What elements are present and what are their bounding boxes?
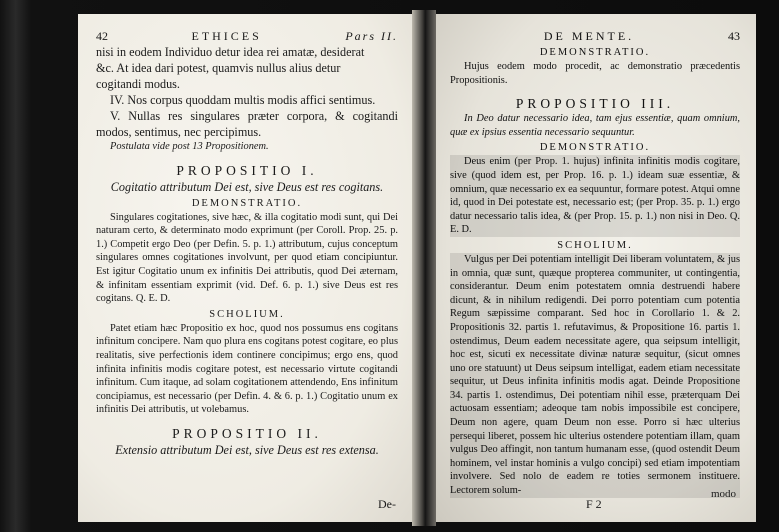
left-item-iv: IV. Nos corpus quoddam multis modis affici sentimus. (110, 93, 376, 107)
right-demo-heading: DEMONSTRATIO. (539, 47, 651, 58)
left-prop2-heading: PROPOSITIO II. (172, 425, 322, 441)
right-running-title: DE MENTE. (543, 29, 635, 43)
left-scholium-text: Patet etiam hæc Propositio ex hoc, quod nos possumus ens cogitans infinitum concipere. Nam quo plura ens cogitans potest cogitare, eo plus realitatis, sive perfectionis idem continere concipimus; ergo ens, quod infinita infinitis modis cogitare potest, est necessario virtute cogitandi infinitum. Cum itaque, ad solam cogitationem attendendo, Ens infinitum concipiamus, est necessario (per Defin. 4. & 6. p. 1.) Cogitatio unum ex infinitis Dei attributis, ut volebamus. (96, 322, 398, 416)
left-postulata-note: Postulata vide post 13 Propositionem. (110, 141, 269, 152)
left-intro-line-1: nisi in eodem Individuo detur idea rei amatæ, desiderat (96, 45, 365, 59)
left-page (78, 14, 412, 522)
right-running-head (450, 28, 740, 44)
left-item-v: V. Nullas res singulares præter corpora, & cogitandi modos, sentimus, nec percipimus. (96, 109, 398, 139)
left-prop2-statement: Extensio attributum Dei est, sive Deus est res extensa. (115, 442, 379, 457)
right-scholium-text: Vulgus per Dei potentiam intelligit Dei liberam voluntatem, & jus in omnia, quæ sunt, quæque propterea communiter, ut contingentia, considerantur. Deum enim potestatem omnia destruendi habere dicunt, & in nihilum redigendi. Dei porro potentiam cum potentia Regum sæpissime comparant. Sed hoc in Corollario 1. & 2. Propositionis 32. partis 1. refutavimus, & Propositione 16. partis 1. ostendimus, Deum eadem necessitate agere, qua seipsum intelligit, hoc est, sicuti ex necessitate divinæ naturæ sequitur, (sicut omnes uno ore statuunt) ut Deus seipsum intelligat, eadem etiam necessitate sequitur, ut Deus infinita infinitis modis agat. Deinde Propositione 34. partis 1. ostendimus, Dei potentiam nihil esse, præterquam Dei actuosam essentiam; adeoque tam nobis impossibile est concipere, Deum non agere, quam Deum non esse. Porro si hæc ulterius persequi liberet, possem hic ulterius ostendere potentiam illam, quam vulgus Deo affingit, non tantum humanam esse, (quod ostendit Deum hominem, vel instar hominis a vulgo concipi) sed etiam impotentiam involvere. Sed nolo de eadem re toties sermonem instituere. Lectorem solum- (450, 253, 740, 497)
left-catchword: De- (378, 497, 396, 511)
left-running-title: ETHICES (191, 29, 262, 43)
left-running-head (96, 28, 398, 44)
right-demo2-heading: DEMONSTRATIO. (539, 142, 651, 154)
right-catchword: modo (710, 488, 736, 500)
left-intro-line-3: cogitandi modus. (96, 77, 180, 91)
right-page (436, 14, 756, 522)
left-part-label: Pars II. (345, 29, 398, 43)
left-page-number: 42 (96, 29, 108, 43)
left-prop1-statement: Cogitatio attributum Dei est, sive Deus est res cogitans. (110, 179, 384, 194)
left-demo-heading: DEMONSTRATIO. (191, 197, 303, 209)
right-demo2-text: Deus enim (per Prop. 1. hujus) infinita infinitis modis cogitare, sive (quod idem est, per Prop. 16. p. 1.) ideam suæ essentiæ, & omnium, quæ necessario ex ea sequuntur, formare potest. Atqui omne id, quod in Dei potestate est, necessario est; (per Prop. 35. p. 1.) ergo datur necessario talis idea, & (per Prop. 15. p. 1.) non nisi in Deo. Q. E. D. (450, 156, 740, 236)
right-page-number: 43 (727, 29, 740, 43)
right-demo-text: Hujus eodem modo procedit, ac demonstratio præcedentis Propositionis. (450, 61, 740, 86)
left-scholium-heading: SCHOLIUM. (209, 308, 285, 320)
left-intro-line-2: &c. At idea dari potest, quamvis nullus alius detur (96, 61, 341, 75)
book-gutter (412, 10, 436, 526)
right-prop3-heading: PROPOSITIO III. (515, 96, 675, 112)
right-scholium-heading: SCHOLIUM. (557, 239, 633, 251)
right-signature: F 2 (586, 497, 602, 511)
left-demo-text: Singulares cogitationes, sive hæc, & illa cogitatio modi sunt, qui Dei naturam certo, & determinato modo exprimunt (per Coroll. Prop. 25. p. 1.) Competit ergo Deo (per Defin. 5. p. 1.) attributum, cujus conceptum singulares omnes cogitationes involvunt, per quod etiam concipiuntur. Est igitur Cogitatio unum ex infinitis Dei attributis, quod Dei æternam, & infinitam essentiam exprimit (vid. Def. 6. p. 1.) sive Deus est res cogitans. Q. E. D. (96, 211, 398, 305)
left-prop1-heading: PROPOSITIO I. (176, 162, 318, 178)
right-prop3-statement: In Deo datur necessario idea, tam ejus essentiæ, quam omnium, quæ ex ipsius essentia necessario sequuntur. (450, 113, 740, 138)
